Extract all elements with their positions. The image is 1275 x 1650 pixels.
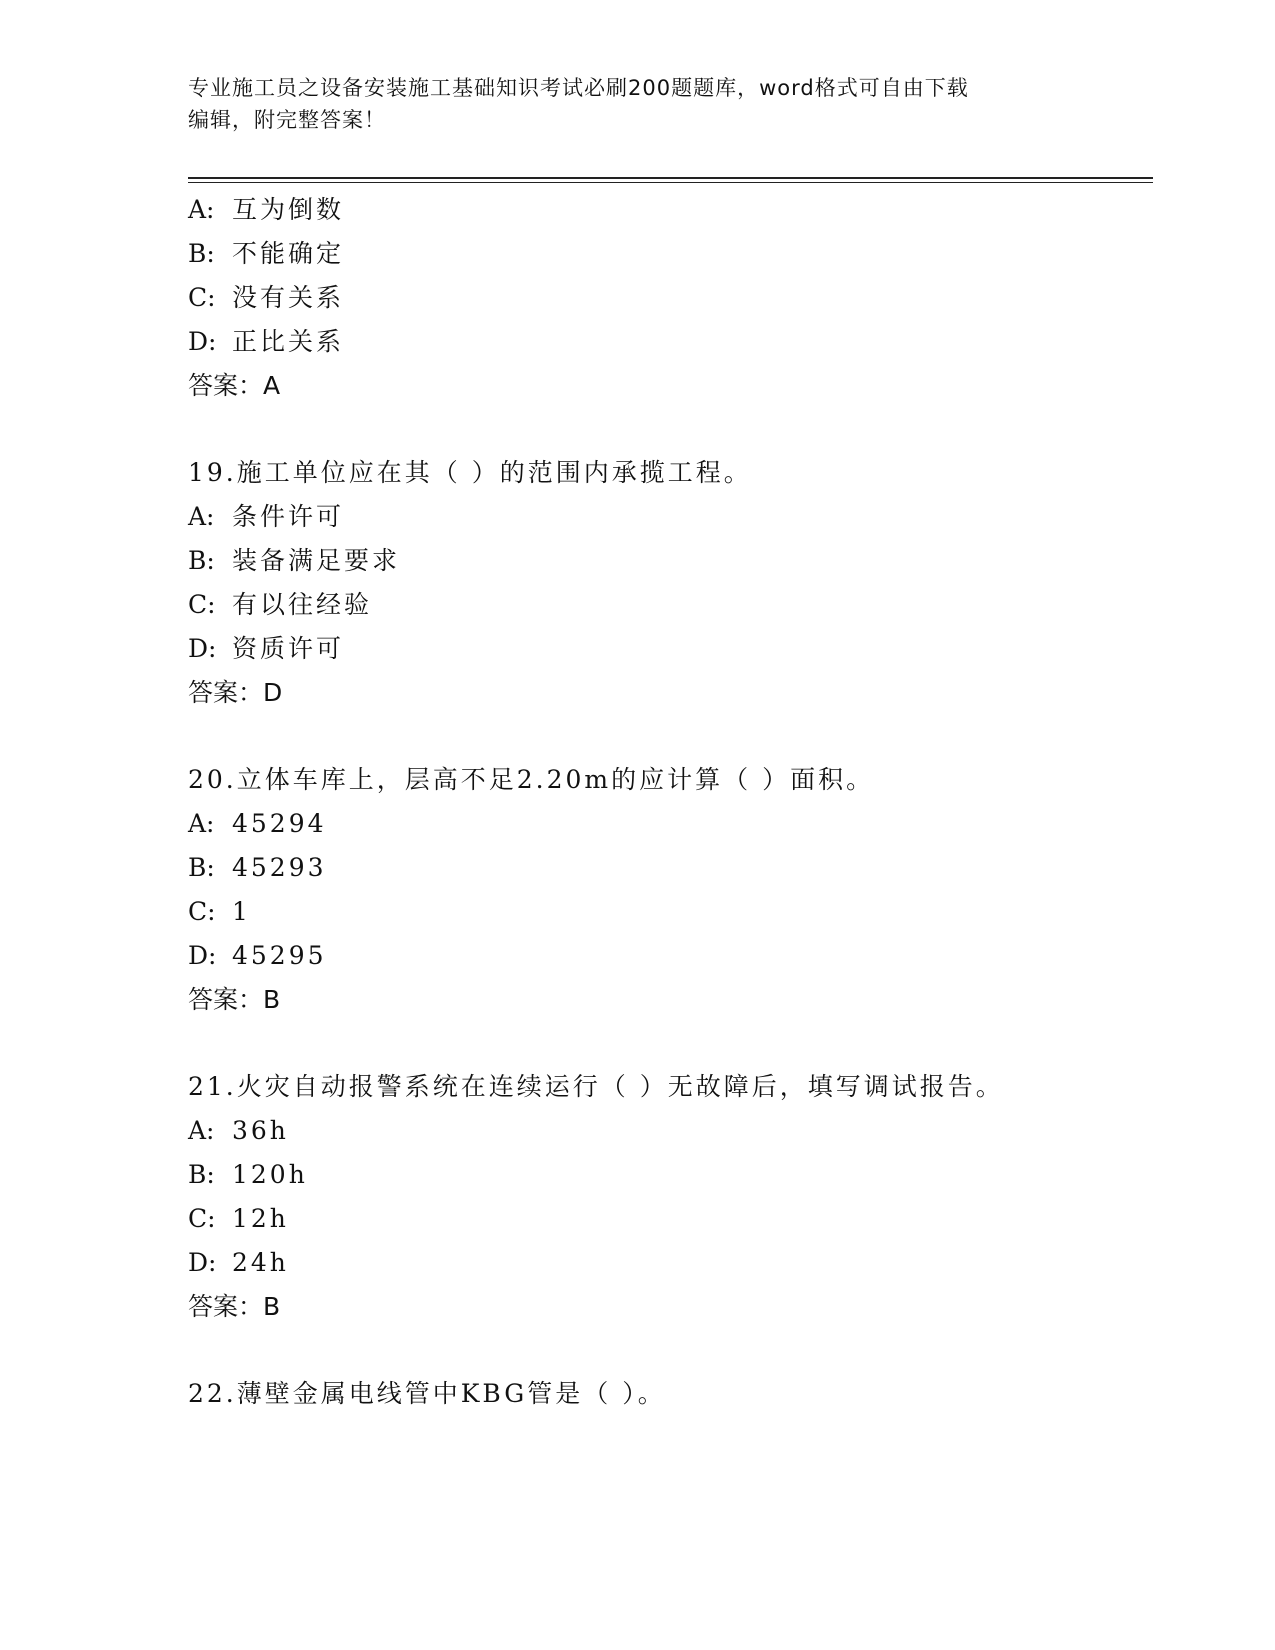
option-text: 24h <box>232 1248 289 1277</box>
option-text: 12h <box>232 1204 289 1233</box>
answer-line: 答案：B <box>188 985 281 1014</box>
option-letter: A: <box>188 195 215 224</box>
option-text: 45293 <box>232 853 327 882</box>
option-a <box>188 501 344 533</box>
option-text: 36h <box>232 1116 289 1145</box>
option-b <box>188 238 344 270</box>
option-text: 120h <box>232 1160 308 1189</box>
option-a <box>188 194 344 226</box>
option-text: 条件许可 <box>232 502 345 531</box>
option-text: 45295 <box>232 941 327 970</box>
option-letter: D: <box>188 634 217 663</box>
option-d <box>188 1247 289 1279</box>
option-c <box>188 1203 289 1235</box>
header-divider-thin <box>188 182 1153 183</box>
option-letter: D: <box>188 941 217 970</box>
option-letter: C: <box>188 283 216 312</box>
option-letter: D: <box>188 1248 217 1277</box>
answer-line: 答案：B <box>188 1292 281 1321</box>
option-letter: B: <box>188 1160 215 1189</box>
option-letter: D: <box>188 327 217 356</box>
option-c <box>188 282 344 314</box>
question-22: 22.薄壁金属电线管中KBG管是（ ）。 <box>188 1379 666 1408</box>
question-20: 20.立体车库上，层高不足2.20m的应计算（ ）面积。 <box>188 765 875 794</box>
header-line-1: 专业施工员之设备安装施工基础知识考试必刷200题题库，word格式可自由下载 <box>188 76 969 100</box>
option-b <box>188 852 327 884</box>
option-b <box>188 1159 308 1191</box>
option-letter: B: <box>188 239 215 268</box>
option-text: 正比关系 <box>232 327 345 356</box>
option-letter: A: <box>188 502 215 531</box>
option-text: 资质许可 <box>232 634 345 663</box>
option-letter: A: <box>188 809 215 838</box>
option-c <box>188 589 372 621</box>
option-a <box>188 1115 289 1147</box>
option-letter: B: <box>188 853 215 882</box>
option-text: 互为倒数 <box>232 195 345 224</box>
option-d <box>188 633 344 665</box>
option-text: 45294 <box>232 809 327 838</box>
option-a <box>188 808 327 840</box>
option-text: 不能确定 <box>232 239 345 268</box>
header-line-2: 编辑，附完整答案！ <box>188 108 386 132</box>
answer-line: 答案：A <box>188 371 281 400</box>
option-letter: B: <box>188 546 215 575</box>
option-text: 装备满足要求 <box>232 546 401 575</box>
option-letter: C: <box>188 897 216 926</box>
option-text: 1 <box>232 897 251 926</box>
question-19: 19.施工单位应在其（ ）的范围内承揽工程。 <box>188 458 752 487</box>
document-header <box>188 72 1088 136</box>
option-letter: C: <box>188 1204 216 1233</box>
option-letter: C: <box>188 590 216 619</box>
option-text: 有以往经验 <box>232 590 373 619</box>
option-letter: A: <box>188 1116 215 1145</box>
option-text: 没有关系 <box>232 283 345 312</box>
option-d <box>188 940 327 972</box>
answer-line: 答案：D <box>188 678 283 707</box>
header-divider-thick <box>188 177 1153 179</box>
option-d <box>188 326 344 358</box>
option-c <box>188 896 251 928</box>
question-21: 21.火灾自动报警系统在连续运行（ ）无故障后，填写调试报告。 <box>188 1072 1004 1101</box>
option-b <box>188 545 400 577</box>
